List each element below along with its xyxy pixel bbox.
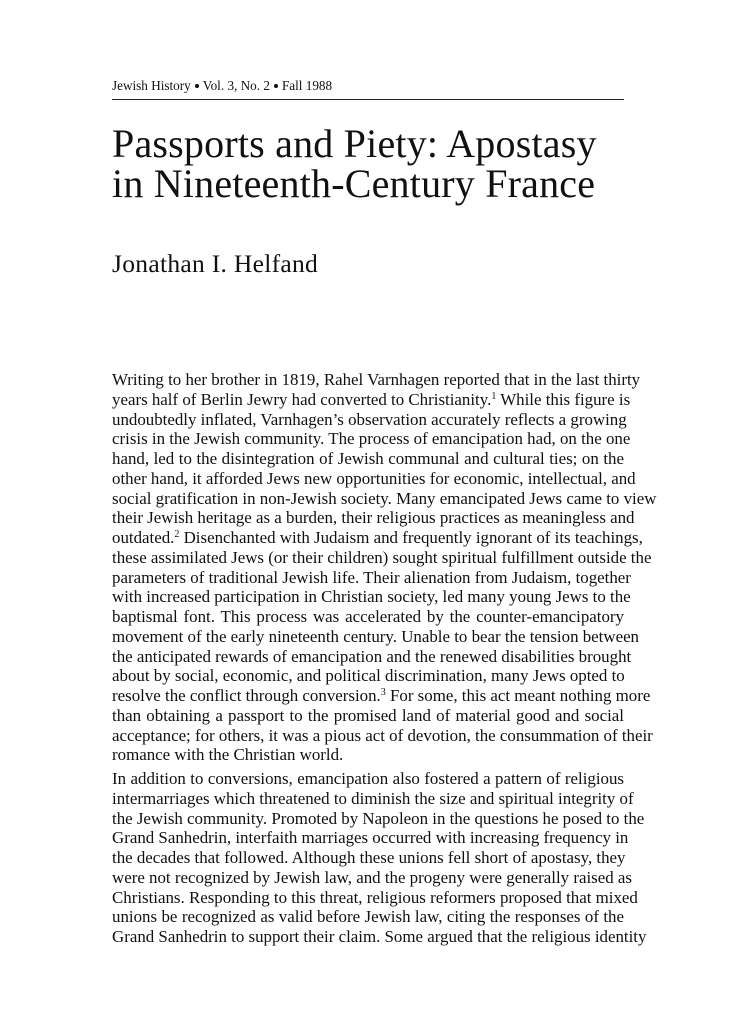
- text-line: [112, 788, 634, 809]
- text-line: [112, 887, 638, 908]
- text-line: [112, 666, 624, 686]
- text-segment: outdated.: [112, 528, 175, 547]
- running-head: [112, 78, 332, 94]
- text-line: [112, 409, 627, 430]
- issue-date: Fall 1988: [281, 78, 333, 93]
- text-line: [112, 488, 657, 509]
- text-segment: intermarriages which threatened to diminish the size and spiritual integrity of: [112, 788, 634, 808]
- paragraph-2: [112, 769, 647, 947]
- text-line: [112, 607, 624, 627]
- text-line: [112, 725, 653, 746]
- text-segment: the anticipated rewards of emancipation and the renewed disabilities brought: [112, 646, 632, 666]
- text-segment: about by social, economic, and political discrimination, many Jews opted to: [112, 666, 625, 686]
- text-line: [112, 389, 631, 410]
- volume-issue: Vol. 3, No. 2: [202, 78, 270, 93]
- text-line: [112, 706, 624, 726]
- text-line: [112, 686, 651, 706]
- text-line: [112, 867, 632, 888]
- title-line-1: Passports and Piety: Apostasy: [112, 121, 597, 166]
- text-line: [112, 429, 631, 449]
- text-segment: these assimilated Jews (or their children) sought spiritual fulfillment outside the: [112, 547, 652, 567]
- text-segment: Disenchanted with Judaism and frequently ignorant of its teachings,: [179, 528, 643, 547]
- footnote-marker[interactable]: 2: [174, 529, 180, 540]
- text-line: [112, 828, 629, 848]
- text-segment: baptismal font. This process was accelerated by the counter-emancipatory: [112, 607, 624, 626]
- text-segment: Writing to her brother in 1819, Rahel Varnhagen reported that in the last thirty: [112, 370, 641, 389]
- text-line: [112, 745, 624, 765]
- text-line: [112, 808, 645, 829]
- text-segment: other hand, it afforded Jews new opportunities for economic, intellectual, and: [112, 468, 636, 488]
- text-segment: than obtaining a passport to the promised land of material good and social: [112, 705, 624, 725]
- text-line: [112, 626, 640, 647]
- text-line: [112, 370, 641, 390]
- text-segment: with increased participation in Christian society, led many young Jews to the: [112, 587, 631, 607]
- footnote-marker[interactable]: 3: [380, 687, 386, 698]
- text-segment: parameters of traditional Jewish life. Their alienation from Judaism, together: [112, 567, 631, 587]
- text-segment: the decades that followed. Although these unions fell short of apostasy, they: [112, 848, 626, 867]
- text-segment: resolve the conflict through conversion.: [112, 686, 381, 705]
- text-line: [112, 547, 652, 568]
- text-line: [112, 508, 635, 528]
- text-segment: movement of the early nineteenth century. Unable to bear the tension between: [112, 626, 640, 646]
- header-rule: [112, 99, 624, 100]
- text-line: [112, 769, 624, 789]
- bullet-separator-icon: [274, 84, 278, 88]
- text-segment: the Jewish community. Promoted by Napoleon in the questions he posed to the: [112, 808, 645, 828]
- text-segment: their Jewish heritage as a burden, their religious practices as meaningless and: [112, 508, 635, 528]
- text-segment: Grand Sanhedrin to support their claim. Some argued that the religious identity: [112, 927, 647, 946]
- text-line: [112, 927, 647, 947]
- text-line: [112, 646, 632, 667]
- article-body: [112, 370, 657, 947]
- text-segment: social gratification in non-Jewish society. Many emancipated Jews came to view: [112, 488, 657, 508]
- text-segment: unions be recognized as valid before Jewish law, citing the responses of the: [112, 907, 624, 927]
- text-segment: romance with the Christian world.: [112, 745, 344, 765]
- bullet-separator-icon: [195, 84, 199, 88]
- text-segment: For some, this act meant nothing more: [385, 686, 651, 705]
- text-line: [112, 587, 631, 607]
- journal-name: Jewish History: [112, 78, 191, 93]
- author-name: Jonathan I. Helfand: [112, 249, 319, 278]
- text-segment: crisis in the Jewish community. The process of emancipation had, on the one: [112, 429, 631, 449]
- text-segment: While this figure is: [496, 389, 631, 409]
- footnote-marker[interactable]: 1: [491, 390, 497, 402]
- text-line: [112, 468, 636, 489]
- text-line: [112, 449, 624, 469]
- text-line: [112, 567, 631, 588]
- text-line: [112, 528, 643, 548]
- text-segment: were not recognized by Jewish law, and the progeny were generally raised as: [112, 867, 632, 887]
- text-segment: undoubtedly inflated, Varnhagen’s observation accurately reflects a growing: [112, 409, 627, 429]
- text-segment: hand, led to the disintegration of Jewish communal and cultural ties; on the: [112, 449, 624, 468]
- text-line: [112, 907, 624, 927]
- paragraph-1: [112, 370, 657, 765]
- text-segment: Grand Sanhedrin, interfaith marriages occurred with increasing frequency in: [112, 828, 629, 848]
- text-segment: acceptance; for others, it was a pious act of devotion, the consummation of their: [112, 725, 653, 745]
- text-segment: years half of Berlin Jewry had converted to Christianity.: [112, 389, 492, 409]
- title-line-2: in Nineteenth-Century France: [112, 161, 596, 206]
- text-segment: In addition to conversions, emancipation also fostered a pattern of religious: [112, 769, 624, 788]
- article-title: [112, 121, 597, 206]
- text-segment: Christians. Responding to this threat, religious reformers proposed that mixed: [112, 887, 638, 907]
- text-line: [112, 848, 624, 868]
